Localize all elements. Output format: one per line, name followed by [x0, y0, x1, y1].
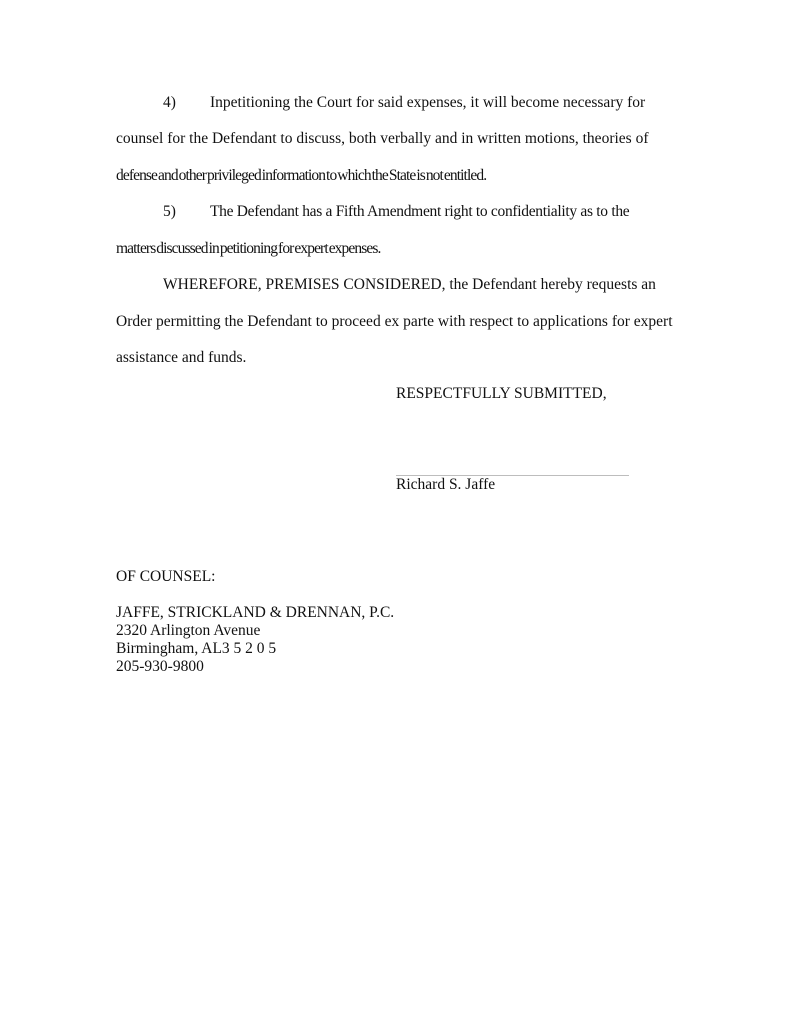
paragraph-4-line-3: defense and other privileged information to which the State is not entitled.: [116, 167, 487, 184]
wherefore-line-3: assistance and funds.: [116, 349, 247, 366]
closing-text: RESPECTFULLY SUBMITTED,: [396, 385, 607, 402]
street-address: 2320 Arlington Avenue: [116, 622, 261, 639]
paragraph-5-line-1: The Defendant has a Fifth Amendment right to confidentiality as to the: [210, 203, 630, 220]
wherefore-line-2: Order permitting the Defendant to proceed ex parte with respect to applications for expert: [116, 313, 673, 330]
city-state-zip: Birmingham, AL3 5 2 0 5: [116, 640, 277, 657]
firm-name: JAFFE, STRICKLAND & DRENNAN, P.C.: [116, 604, 395, 621]
paragraph-4-line-1: Inpetitioning the Court for said expenses, it will become necessary for: [210, 94, 646, 111]
phone-number: 205-930-9800: [116, 658, 204, 675]
signer-name: Richard S. Jaffe: [396, 476, 496, 493]
paragraph-5-line-2: matters discussed in petitioning for expert expenses.: [116, 240, 381, 257]
paragraph-4-line-2: counsel for the Defendant to discuss, both verbally and in written motions, theories of: [116, 130, 649, 147]
paragraph-5-number: 5): [163, 203, 176, 220]
of-counsel-heading: OF COUNSEL:: [116, 568, 216, 585]
paragraph-4-number: 4): [163, 94, 176, 111]
wherefore-line-1: WHEREFORE, PREMISES CONSIDERED, the Defendant hereby requests an: [163, 276, 656, 293]
